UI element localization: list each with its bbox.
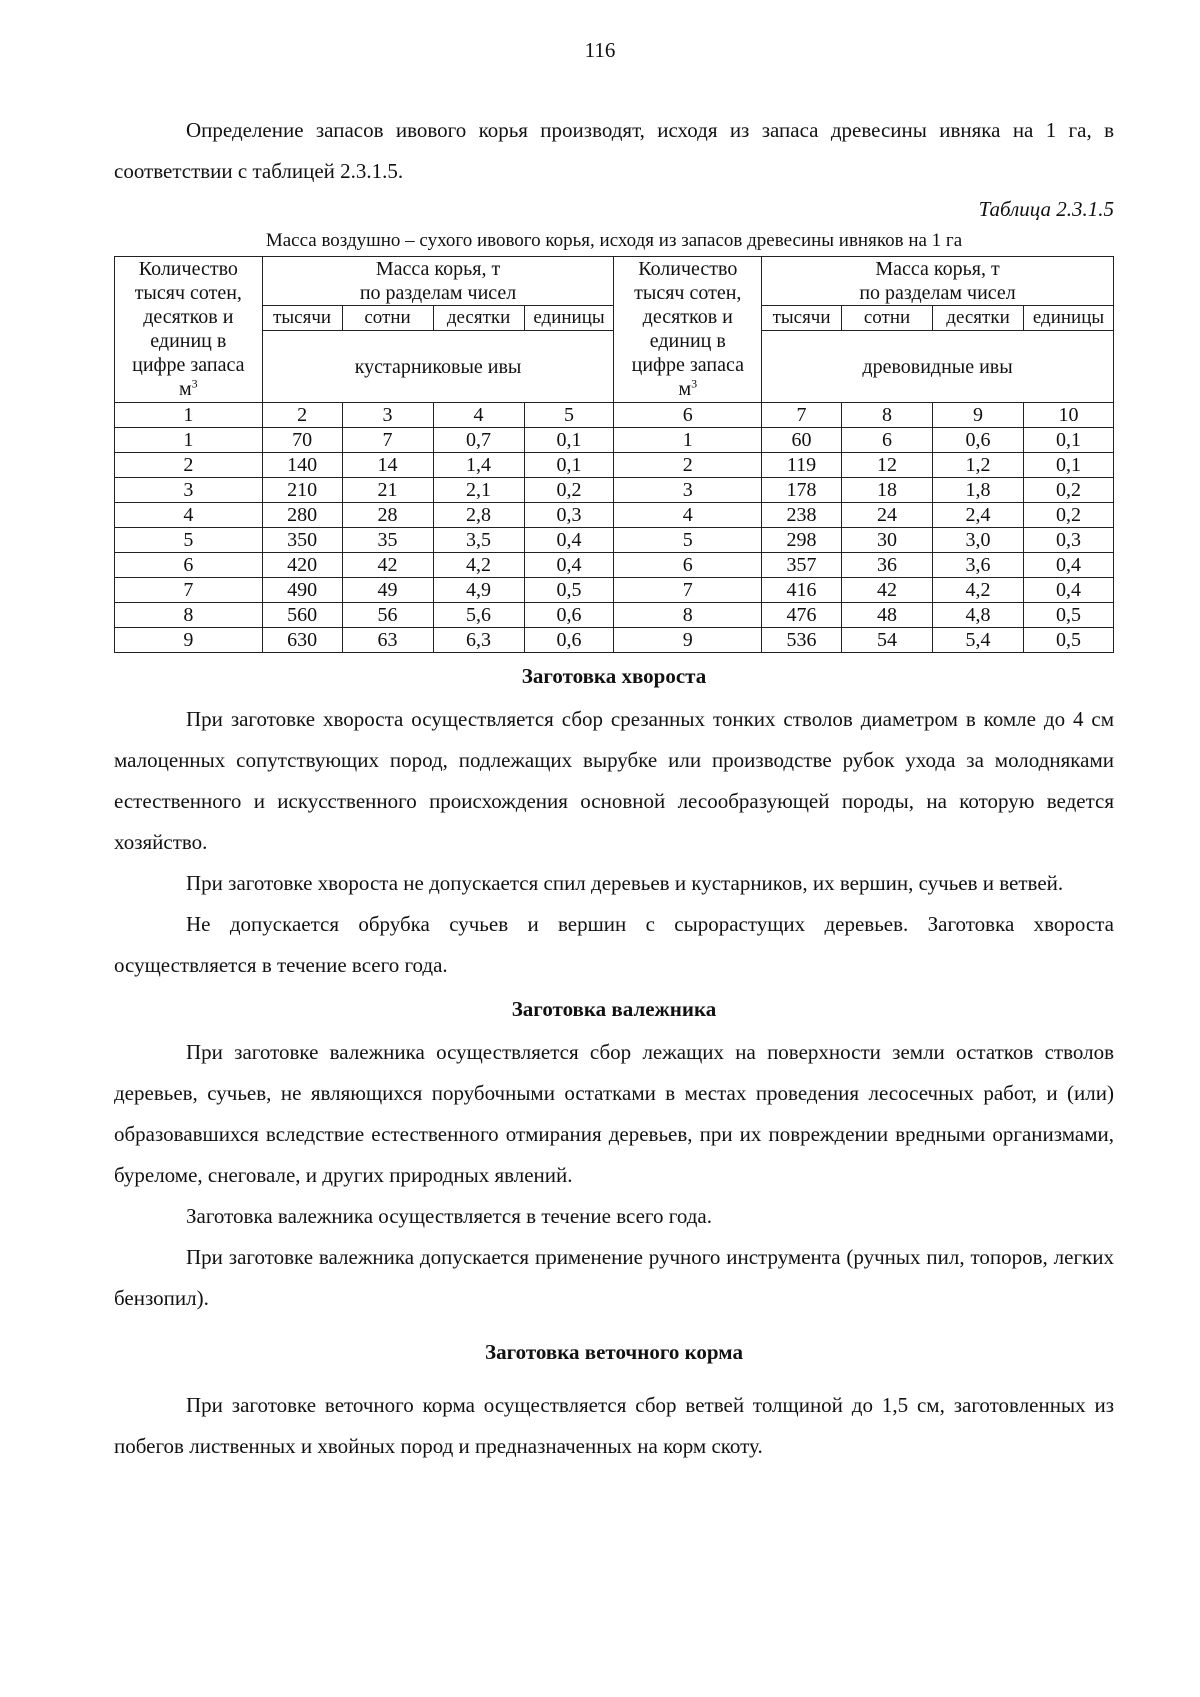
- table-cell: 0,1: [1024, 453, 1114, 478]
- sub-header: десятки: [433, 306, 524, 331]
- table-cell: 60: [762, 428, 842, 453]
- table-cell: 6: [614, 553, 762, 578]
- table-cell: 280: [262, 503, 342, 528]
- table-cell: 1,2: [933, 453, 1024, 478]
- table-cell: 70: [262, 428, 342, 453]
- column-number: 5: [524, 403, 614, 428]
- table-cell: 2: [614, 453, 762, 478]
- sub-header: единицы: [1024, 306, 1114, 331]
- table-cell: 48: [842, 603, 933, 628]
- table-cell: 6,3: [433, 628, 524, 653]
- table-cell: 416: [762, 578, 842, 603]
- table-row: [115, 528, 1114, 553]
- table-cell: 0,6: [524, 603, 614, 628]
- table-body: [115, 428, 1114, 653]
- table-cell: 2,4: [933, 503, 1024, 528]
- column-number: 1: [115, 403, 263, 428]
- table-cell: 12: [842, 453, 933, 478]
- table-cell: 36: [842, 553, 933, 578]
- column-number-row: [115, 403, 1114, 428]
- table-cell: 0,2: [1024, 503, 1114, 528]
- table-cell: 9: [614, 628, 762, 653]
- section-paragraph: Не допускается обрубка сучьев и вершин с сырорастущих деревьев. Заготовка хвороста осуществляется в течение всего года.: [114, 912, 1114, 977]
- table-cell: 2,8: [433, 503, 524, 528]
- table-cell: 4,2: [933, 578, 1024, 603]
- column-number: 6: [614, 403, 762, 428]
- table-cell: 9: [115, 628, 263, 653]
- table-cell: 536: [762, 628, 842, 653]
- table-cell: 178: [762, 478, 842, 503]
- section-heading-deadwood: Заготовка валежника: [511, 997, 717, 1021]
- table-cell: 49: [342, 578, 433, 603]
- intro-paragraph: Определение запасов ивового корья производят, исходя из запаса древесины ивняка на 1 га, в соответствии с таблицей 2.3.1.5.: [114, 118, 1114, 183]
- table-cell: 5: [115, 528, 263, 553]
- table-cell: 7: [614, 578, 762, 603]
- table-cell: 7: [115, 578, 263, 603]
- table-cell: 140: [262, 453, 342, 478]
- table-cell: 119: [762, 453, 842, 478]
- column-number: 8: [842, 403, 933, 428]
- table-cell: 18: [842, 478, 933, 503]
- table-cell: 4,2: [433, 553, 524, 578]
- page-number: 116: [584, 38, 616, 62]
- table-cell: 350: [262, 528, 342, 553]
- table-cell: 14: [342, 453, 433, 478]
- section-paragraph: При заготовке валежника осуществляется сбор лежащих на поверхности земли остатков стволов деревьев, сучьев, не являющихся порубочными остатками в местах проведения лесосечных работ, и (или) образовавшихся вследствие естественного отмирания деревьев, при их повреждении вредными организмами, буреломе, снеговале, и других природных явлений.: [114, 1040, 1114, 1187]
- table-cell: 3,5: [433, 528, 524, 553]
- table-row: [115, 453, 1114, 478]
- mass-header-right: Масса корья, т по разделам чисел: [762, 257, 1114, 306]
- group-label-shrub: кустарниковые ивы: [262, 331, 614, 403]
- table-cell: 4,9: [433, 578, 524, 603]
- table-cell: 0,1: [1024, 428, 1114, 453]
- sub-header: сотни: [342, 306, 433, 331]
- table-cell: 8: [115, 603, 263, 628]
- table-cell: 3,0: [933, 528, 1024, 553]
- table-cell: 35: [342, 528, 433, 553]
- table-cell: 5,4: [933, 628, 1024, 653]
- mass-header-left: Масса корья, т по разделам чисел: [262, 257, 614, 306]
- section-paragraph: При заготовке хвороста осуществляется сбор срезанных тонких стволов диаметром в комле до 4 см малоценных сопутствующих пород, подлежащих вырубке или производстве рубок ухода за молодняками естественного и искусственного происхождения основной лесообразующей породы, на которую ведется хозяйство.: [114, 707, 1114, 854]
- table-cell: 238: [762, 503, 842, 528]
- table-cell: 24: [842, 503, 933, 528]
- sub-header: тысячи: [262, 306, 342, 331]
- table-row: [115, 428, 1114, 453]
- table-cell: 7: [342, 428, 433, 453]
- section-paragraph: При заготовке веточного корма осуществляется сбор ветвей толщиной до 1,5 см, заготовленных из побегов лиственных и хвойных пород и предназначенных на корм скоту.: [114, 1393, 1114, 1458]
- table-cell: 0,5: [1024, 603, 1114, 628]
- table-cell: 1,4: [433, 453, 524, 478]
- table-row: [115, 628, 1114, 653]
- table-cell: 4: [115, 503, 263, 528]
- table-cell: 3: [614, 478, 762, 503]
- section-paragraph: При заготовке хвороста не допускается спил деревьев и кустарников, их вершин, сучьев и ветвей.: [186, 871, 1064, 895]
- table-cell: 210: [262, 478, 342, 503]
- table-cell: 63: [342, 628, 433, 653]
- section-paragraph: Заготовка валежника осуществляется в течение всего года.: [186, 1204, 712, 1228]
- column-number: 3: [342, 403, 433, 428]
- sub-header: единицы: [524, 306, 614, 331]
- table-cell: 0,1: [524, 428, 614, 453]
- table-cell: 0,5: [524, 578, 614, 603]
- table-cell: 28: [342, 503, 433, 528]
- table-cell: 490: [262, 578, 342, 603]
- table-cell: 560: [262, 603, 342, 628]
- sub-header: тысячи: [762, 306, 842, 331]
- bark-mass-table: [114, 256, 1114, 653]
- table-row: [115, 603, 1114, 628]
- table-cell: 0,1: [524, 453, 614, 478]
- sub-header: сотни: [842, 306, 933, 331]
- table-header-row-1: [115, 257, 1114, 306]
- table-cell: 298: [762, 528, 842, 553]
- table-cell: 0,7: [433, 428, 524, 453]
- table-cell: 3: [115, 478, 263, 503]
- table-cell: 54: [842, 628, 933, 653]
- group-label-tree: древовидные ивы: [762, 331, 1114, 403]
- table-cell: 2: [115, 453, 263, 478]
- table-cell: 21: [342, 478, 433, 503]
- table-cell: 0,6: [933, 428, 1024, 453]
- column-number: 9: [933, 403, 1024, 428]
- table-cell: 476: [762, 603, 842, 628]
- table-cell: 0,6: [524, 628, 614, 653]
- table-cell: 4,8: [933, 603, 1024, 628]
- table-cell: 1,8: [933, 478, 1024, 503]
- table-cell: 0,3: [524, 503, 614, 528]
- table-cell: 3,6: [933, 553, 1024, 578]
- table-cell: 630: [262, 628, 342, 653]
- table-cell: 0,3: [1024, 528, 1114, 553]
- section-paragraph: При заготовке валежника допускается применение ручного инструмента (ручных пил, топоров, легких бензопил).: [114, 1245, 1114, 1310]
- table-cell: 0,2: [1024, 478, 1114, 503]
- table-label: Таблица 2.3.1.5: [978, 197, 1114, 221]
- table-cell: 6: [115, 553, 263, 578]
- table-cell: 6: [842, 428, 933, 453]
- table-cell: 8: [614, 603, 762, 628]
- table-cell: 56: [342, 603, 433, 628]
- qty-header-right: Количество тысяч сотен, десятков и единиц в цифре запаса $м^3$: [614, 257, 762, 403]
- table-cell: 0,2: [524, 478, 614, 503]
- table-cell: 5,6: [433, 603, 524, 628]
- sub-header: десятки: [933, 306, 1024, 331]
- table-cell: 4: [614, 503, 762, 528]
- table-cell: 0,5: [1024, 628, 1114, 653]
- qty-header-left: Количество тысяч сотен, десятков и единиц в цифре запаса $м^3$: [115, 257, 263, 403]
- table-cell: 42: [842, 578, 933, 603]
- page-content: [114, 110, 1114, 1467]
- column-number: 4: [433, 403, 524, 428]
- table-cell: 30: [842, 528, 933, 553]
- table-cell: 1: [115, 428, 263, 453]
- column-number: 10: [1024, 403, 1114, 428]
- section-heading-branch-feed: Заготовка веточного корма: [485, 1340, 743, 1364]
- table-row: [115, 503, 1114, 528]
- table-row: [115, 478, 1114, 503]
- table-cell: 420: [262, 553, 342, 578]
- column-number: 2: [262, 403, 342, 428]
- table-cell: 357: [762, 553, 842, 578]
- table-cell: 0,4: [524, 553, 614, 578]
- table-cell: 2,1: [433, 478, 524, 503]
- table-cell: 0,4: [524, 528, 614, 553]
- table-cell: 0,4: [1024, 553, 1114, 578]
- table-caption: Масса воздушно – сухого ивового корья, исходя из запасов древесины ивняков на 1 га: [265, 230, 963, 251]
- section-heading-brushwood: Заготовка хвороста: [521, 664, 707, 688]
- table-cell: 42: [342, 553, 433, 578]
- table-row: [115, 553, 1114, 578]
- table-cell: 5: [614, 528, 762, 553]
- column-number: 7: [762, 403, 842, 428]
- table-cell: 1: [614, 428, 762, 453]
- table-row: [115, 578, 1114, 603]
- table-cell: 0,4: [1024, 578, 1114, 603]
